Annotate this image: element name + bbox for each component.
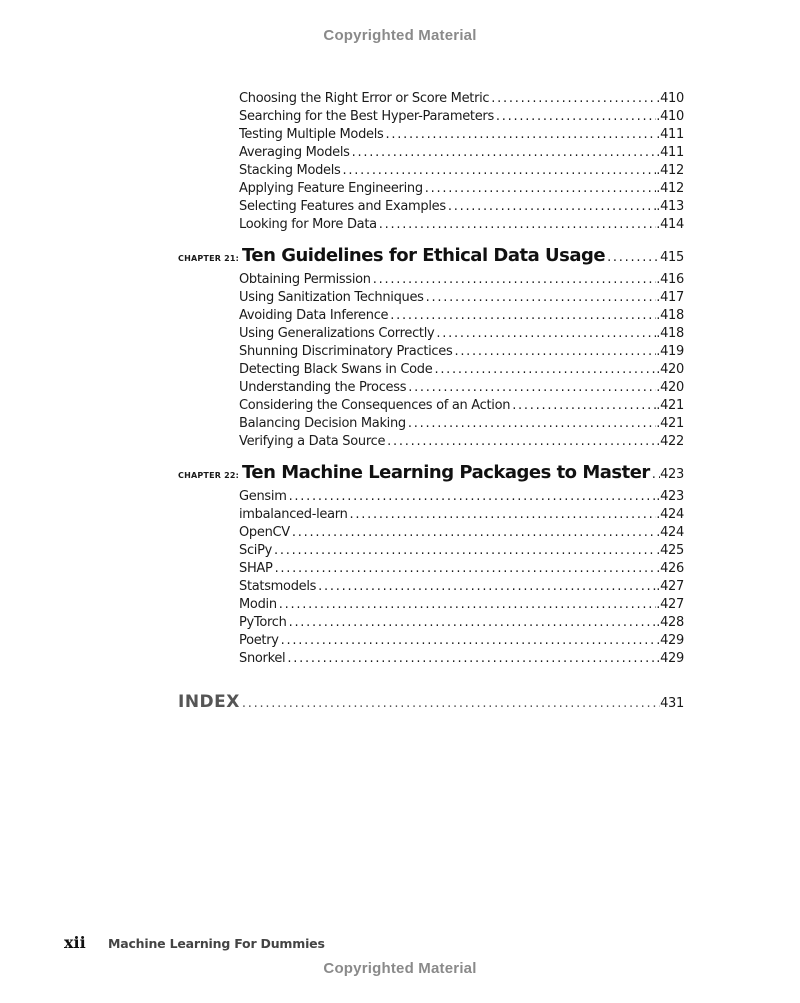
running-footer-title: Machine Learning For Dummies xyxy=(108,936,325,951)
chapter-heading-22[interactable] xyxy=(178,462,684,486)
dot-leader xyxy=(387,433,656,451)
dot-leader xyxy=(279,596,656,614)
toc-entry-page: .425 xyxy=(656,543,684,558)
copyright-watermark-bottom: Copyrighted Material xyxy=(323,960,477,977)
dot-leader xyxy=(318,578,656,596)
dot-leader xyxy=(274,542,656,560)
toc-entry[interactable] xyxy=(239,343,684,361)
toc-entry-page: .421 xyxy=(656,416,684,431)
dot-leader xyxy=(512,397,656,415)
dot-leader xyxy=(408,415,656,433)
toc-entry[interactable] xyxy=(239,506,684,524)
toc-entry[interactable] xyxy=(239,90,684,108)
dot-leader xyxy=(426,289,657,307)
toc-entry-page: .424 xyxy=(656,525,684,540)
toc-entry-title: Searching for the Best Hyper-Parameters xyxy=(239,109,494,124)
toc-entry-page: .427 xyxy=(656,579,684,594)
toc-entry-title: Averaging Models xyxy=(239,145,350,160)
toc-entry-page: .418 xyxy=(656,326,684,341)
toc-entry-page: .422 xyxy=(656,434,684,449)
dot-leader xyxy=(386,126,657,144)
toc-entry-title: Snorkel xyxy=(239,651,286,666)
toc-entry-title: Avoiding Data Inference xyxy=(239,308,389,323)
toc-entry-title: Poetry xyxy=(239,633,279,648)
dot-leader xyxy=(289,614,657,632)
toc-entry-page: .412 xyxy=(656,181,684,196)
dot-leader xyxy=(292,524,656,542)
dot-leader xyxy=(287,650,656,668)
toc-entry-title: Detecting Black Swans in Code xyxy=(239,362,433,377)
dot-leader xyxy=(289,488,657,506)
toc-entry-page: .410 xyxy=(656,91,684,106)
toc-entry-title: Gensim xyxy=(239,489,287,504)
toc-entry[interactable] xyxy=(239,144,684,162)
toc-entry-page: .414 xyxy=(656,217,684,232)
toc-entry-title: Statsmodels xyxy=(239,579,317,594)
toc-entry-page: .429 xyxy=(656,633,684,648)
toc-entry-title: OpenCV xyxy=(239,525,290,540)
toc-entry[interactable] xyxy=(239,108,684,126)
toc-entry-page: .411 xyxy=(656,127,684,142)
dot-leader xyxy=(242,696,660,711)
toc-entry[interactable] xyxy=(239,650,684,668)
toc-entry-title: Understanding the Process xyxy=(239,380,407,395)
toc-entry-page: .421 xyxy=(656,398,684,413)
dot-leader xyxy=(350,506,657,524)
toc-entry[interactable] xyxy=(239,614,684,632)
toc-entry[interactable] xyxy=(239,126,684,144)
toc-entry-page: .427 xyxy=(656,597,684,612)
toc-entry-title: Choosing the Right Error or Score Metric xyxy=(239,91,490,106)
chapter-label: CHAPTER 21: xyxy=(178,254,240,263)
toc-entry[interactable] xyxy=(239,216,684,234)
toc-entry[interactable] xyxy=(239,560,684,578)
toc-entry[interactable] xyxy=(239,289,684,307)
dot-leader xyxy=(390,307,656,325)
toc-entry-title: Obtaining Permission xyxy=(239,272,371,287)
toc-entry[interactable] xyxy=(239,415,684,433)
dot-leader xyxy=(436,325,656,343)
toc-entry-page: .418 xyxy=(656,308,684,323)
toc-entry[interactable] xyxy=(239,198,684,216)
toc-entry-page: .420 xyxy=(656,362,684,377)
toc-entry-page: .412 xyxy=(656,163,684,178)
toc-entry[interactable] xyxy=(239,488,684,506)
dot-leader xyxy=(652,467,660,482)
toc-entry-page: .420 xyxy=(656,380,684,395)
toc-entry-title: SciPy xyxy=(239,543,273,558)
dot-leader xyxy=(454,343,656,361)
toc-entry-title: imbalanced-learn xyxy=(239,507,348,522)
chapter-title: Ten Machine Learning Packages to Master xyxy=(242,462,650,483)
dot-leader xyxy=(491,90,656,108)
dot-leader xyxy=(448,198,656,216)
dot-leader xyxy=(281,632,657,650)
toc-entry-title: Using Sanitization Techniques xyxy=(239,290,424,305)
toc-entry-title: Verifying a Data Source xyxy=(239,434,386,449)
toc-entry[interactable] xyxy=(239,433,684,451)
toc-entry-page: .423 xyxy=(656,489,684,504)
chapter-label: CHAPTER 22: xyxy=(178,471,240,480)
page-footer xyxy=(64,933,325,952)
toc-entry-title: Modin xyxy=(239,597,277,612)
toc-entry-page: .419 xyxy=(656,344,684,359)
chapter-heading-21[interactable] xyxy=(178,245,684,269)
dot-leader xyxy=(343,162,657,180)
index-page: 431 xyxy=(660,696,684,711)
toc-entry[interactable] xyxy=(239,524,684,542)
dot-leader xyxy=(352,144,657,162)
chapter-page: 415 xyxy=(660,250,684,265)
chapter-title: Ten Guidelines for Ethical Data Usage xyxy=(242,245,606,266)
toc-entry-title: PyTorch xyxy=(239,615,287,630)
dot-leader xyxy=(373,271,656,289)
toc-entry[interactable] xyxy=(239,361,684,379)
toc-entry-page: .413 xyxy=(656,199,684,214)
dot-leader xyxy=(434,361,656,379)
toc-entry[interactable] xyxy=(239,542,684,560)
chapter-page: 423 xyxy=(660,467,684,482)
toc-entry-title: SHAP xyxy=(239,561,273,576)
toc-entry-title: Selecting Features and Examples xyxy=(239,199,446,214)
page-number: xii xyxy=(64,933,86,952)
dot-leader xyxy=(425,180,656,198)
dot-leader xyxy=(496,108,656,126)
toc-entry-title: Using Generalizations Correctly xyxy=(239,326,435,341)
toc-entry-title: Considering the Consequences of an Action xyxy=(239,398,511,413)
toc-entry[interactable] xyxy=(239,180,684,198)
dot-leader xyxy=(607,250,660,265)
dot-leader xyxy=(408,379,656,397)
toc-entry-page: .417 xyxy=(656,290,684,305)
toc-entry[interactable] xyxy=(239,578,684,596)
toc-entry[interactable] xyxy=(239,271,684,289)
toc-entry-page: .428 xyxy=(656,615,684,630)
toc-entry-title: Shunning Discriminatory Practices xyxy=(239,344,453,359)
toc-entry[interactable] xyxy=(239,307,684,325)
toc-entry-page: .426 xyxy=(656,561,684,576)
toc-entry-title: Testing Multiple Models xyxy=(239,127,384,142)
copyright-watermark-top: Copyrighted Material xyxy=(323,27,477,44)
toc-entry-page: .410 xyxy=(656,109,684,124)
toc-entry[interactable] xyxy=(239,325,684,343)
dot-leader xyxy=(275,560,657,578)
toc-entry-page: .424 xyxy=(656,507,684,522)
toc-entry-page: .416 xyxy=(656,272,684,287)
toc-entry-title: Balancing Decision Making xyxy=(239,416,406,431)
index-heading[interactable] xyxy=(178,692,684,716)
toc-entry[interactable] xyxy=(239,379,684,397)
index-title: INDEX xyxy=(178,692,240,712)
toc-entry[interactable] xyxy=(239,596,684,614)
dot-leader xyxy=(379,216,656,234)
toc-entry-page: .411 xyxy=(656,145,684,160)
toc-entry[interactable] xyxy=(239,162,684,180)
toc-entry-page: .429 xyxy=(656,651,684,666)
toc-entry-title: Stacking Models xyxy=(239,163,341,178)
toc-entry-title: Looking for More Data xyxy=(239,217,377,232)
toc-entry-title: Applying Feature Engineering xyxy=(239,181,423,196)
toc-entry[interactable] xyxy=(239,632,684,650)
toc-entry[interactable] xyxy=(239,397,684,415)
